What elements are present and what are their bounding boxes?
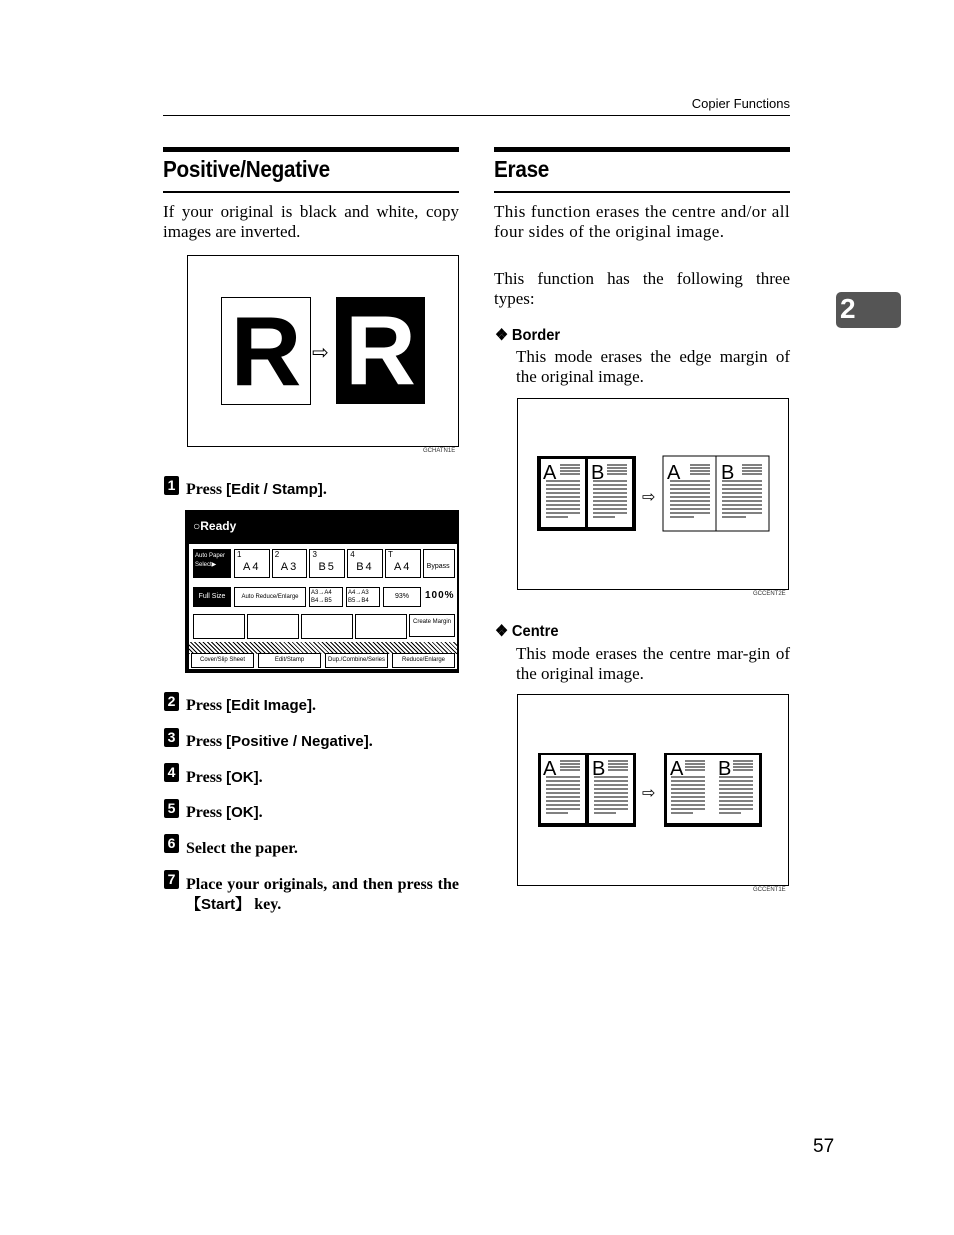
auto-paper-select-button[interactable]: Auto Paper Select▶: [193, 549, 231, 578]
section-title-positive-negative: Positive/Negative: [163, 156, 330, 182]
running-header: Copier Functions: [691, 96, 790, 111]
ratio-enlarge-button[interactable]: A4→A3 B5→B4: [346, 587, 380, 607]
ratio-reduce-button[interactable]: A3→A4 B4→B5: [309, 587, 343, 607]
ratio-93-button[interactable]: 93%: [383, 587, 421, 607]
step-number-7: 7: [164, 870, 179, 889]
section-rule-bottom-erase: [494, 191, 790, 193]
step-4-text: Press [OK].: [186, 769, 263, 786]
inverted-page: [336, 297, 425, 404]
erase-type-border-heading: ❖ Border: [495, 327, 561, 344]
step-number-2: 2: [164, 692, 179, 711]
section-title-erase: Erase: [494, 156, 550, 182]
step-7-text: Place your originals, and then press the 【Start】 key.: [186, 876, 459, 913]
arrow-icon: ⇨: [642, 783, 656, 802]
step-number-5: 5: [164, 799, 179, 818]
letter-r-positive: R: [230, 296, 302, 406]
duplex-mode-3-button[interactable]: [301, 614, 353, 639]
page-number: 57: [813, 1136, 835, 1157]
tray-4-button[interactable]: 4 B4: [347, 549, 383, 578]
tab-reduce-enlarge[interactable]: Reduce/Enlarge: [392, 653, 455, 668]
tray-row: [234, 549, 455, 578]
letter-a: A: [543, 462, 557, 484]
step-number-3: 3: [164, 728, 179, 747]
step-1-text: Press [Edit / Stamp].: [186, 481, 327, 498]
step-6-text: Select the paper.: [186, 840, 298, 857]
letter-a: A: [543, 758, 557, 780]
full-size-button[interactable]: Full Size: [193, 587, 231, 607]
letter-b: B: [592, 758, 606, 780]
chapter-number: 2: [840, 293, 856, 324]
erase-intro-2: This function has the following three types:: [494, 269, 790, 308]
section-rule-top-erase: [494, 147, 790, 152]
letter-r-negative: R: [345, 295, 416, 405]
duplex-mode-2-button[interactable]: [247, 614, 299, 639]
letter-a-copy: A: [667, 462, 681, 484]
erase-type-border-desc: This mode erases the edge margin of the original image.: [516, 347, 790, 386]
step-number-4: 4: [164, 763, 179, 782]
erase-type-centre-heading: ❖ Centre: [495, 623, 559, 640]
duplex-mode-row: [191, 612, 457, 640]
step-number-6: 6: [164, 834, 179, 853]
duplex-mode-4-button[interactable]: [355, 614, 407, 639]
erase-intro-1: This function erases the centre and/or all four sides of the original image.: [494, 202, 790, 241]
tray-2-button[interactable]: 2 A3: [272, 549, 308, 578]
duplex-mode-1-button[interactable]: [193, 614, 245, 639]
border-erase-figure: [517, 398, 789, 590]
panel-tabs: [191, 653, 455, 668]
step-number-1: 1: [164, 476, 179, 495]
tray-3-button[interactable]: 3 B5: [309, 549, 345, 578]
border-erase-illustration: [518, 399, 788, 589]
figure-code-border: GCCENT2E: [753, 591, 786, 597]
positive-negative-figure: [187, 255, 459, 447]
step-2-text: Press [Edit Image].: [186, 697, 316, 714]
section-rule-bottom: [163, 191, 459, 193]
tray-t-button[interactable]: T A4: [385, 549, 421, 578]
tab-dup-combine-series[interactable]: Dup./Combine/Series: [325, 653, 388, 668]
header-rule: [163, 115, 790, 116]
positive-negative-intro: If your original is black and white, copy images are inverted.: [163, 202, 459, 241]
erase-type-centre-desc: This mode erases the centre mar-gin of the original image.: [516, 644, 790, 683]
letter-b-copy: B: [718, 758, 732, 780]
auto-reduce-enlarge-button[interactable]: Auto Reduce/Enlarge: [234, 587, 306, 607]
section-rule-top: [163, 147, 459, 152]
current-ratio: 100%: [425, 590, 455, 601]
create-margin-button[interactable]: Create Margin: [409, 614, 455, 637]
arrow-icon: ⇨: [642, 487, 656, 506]
bypass-button[interactable]: Bypass: [423, 549, 455, 578]
tab-edit-stamp[interactable]: Edit/Stamp: [258, 653, 321, 668]
original-page: [221, 297, 311, 405]
letter-b: B: [591, 462, 605, 484]
tray-1-button[interactable]: 1 A4: [234, 549, 270, 578]
centre-erase-figure: [517, 694, 789, 886]
arrow-icon: ⇨: [312, 342, 329, 364]
letter-b-copy: B: [721, 462, 735, 484]
figure-code: GCHATN1E: [423, 448, 456, 454]
panel-status: ○Ready: [193, 519, 237, 533]
chapter-tab: [836, 292, 901, 328]
figure-code-centre: GCCENT1E: [753, 887, 786, 893]
letter-a-copy: A: [670, 758, 684, 780]
step-3-text: Press [Positive / Negative].: [186, 733, 373, 750]
tab-cover-slip-sheet[interactable]: Cover/Slip Sheet: [191, 653, 254, 668]
control-panel: [185, 510, 459, 673]
step-5-text: Press [OK].: [186, 804, 263, 821]
centre-erase-illustration: [518, 695, 788, 885]
